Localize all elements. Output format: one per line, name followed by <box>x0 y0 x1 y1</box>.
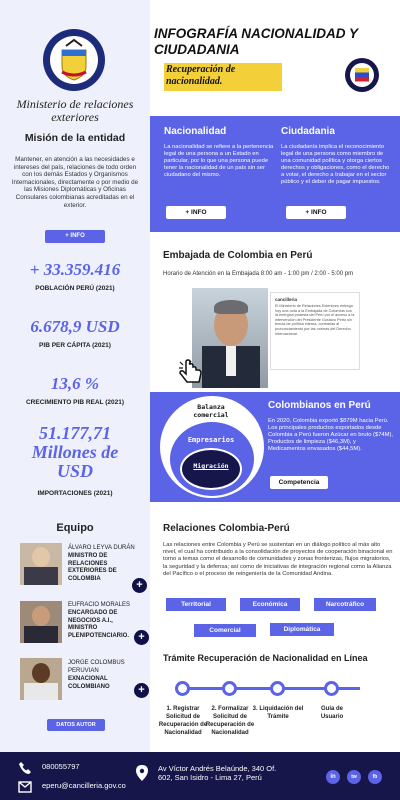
relations-title: Relaciones Colombia-Perú <box>163 523 290 534</box>
footer-phone[interactable]: 080055797 <box>42 762 80 771</box>
team-member-1-plus-icon[interactable]: + <box>132 578 147 593</box>
tweet-text: El Ministerio de Relaciones Exteriores entregó hoy una nota a la Embajada de Colombia con la enérgica protesta del Perú por el acceso a la intervención del Presidente Gustavo Petro sin temas de política interna, contrarias al pronunciamiento por las normas del Derecho Internacional. <box>275 304 355 336</box>
stat-imports-label: IMPORTACIONES (2021) <box>37 490 113 497</box>
ministry-name: Ministerio de relaciones exteriores <box>16 97 134 124</box>
team-photo-3 <box>20 658 62 700</box>
team-member-3-role: EXNACIONAL COLOMBIANO <box>68 676 110 690</box>
pointer-hand-icon <box>176 358 206 388</box>
venn-label-migracion: Migración <box>193 462 229 470</box>
tramite-step-4-dot[interactable] <box>324 681 339 696</box>
linkedin-icon[interactable]: in <box>326 770 340 784</box>
team-photo-1 <box>20 543 62 585</box>
tramite-step-2-dot[interactable] <box>222 681 237 696</box>
mission-info-button[interactable]: + INFO <box>45 230 105 243</box>
tramite-step-3-label[interactable]: 3. Liquidación del Trámite <box>252 706 304 720</box>
stat-population-label: POBLACIÓN PERÚ (2021) <box>35 285 115 292</box>
colombia-coat-of-arms-logo <box>42 28 106 92</box>
nacionalidad-info-button[interactable]: + INFO <box>166 206 226 219</box>
author-data-button[interactable]: DATOS AUTOR <box>47 719 105 731</box>
twitter-icon[interactable]: tw <box>347 770 361 784</box>
footer <box>0 752 400 800</box>
team-member-1-name: ÁLVARO LEYVA DURÁN <box>68 545 135 551</box>
cancilleria-seal-logo <box>344 57 380 93</box>
team-member-2-name: EUFRACIO MORALES <box>68 602 131 608</box>
ciudadania-text: La ciudadanía implica el reconocimiento legal de una persona como miembro de una comunidad política y otorga ciertos derechos y obligaciones, como el derecho a votar, el derecho a trabajar en el sector público y el deber de pagar impuestos. <box>281 144 390 185</box>
stat-imports-value: 51.177,71 Millones de USD <box>31 423 119 481</box>
stat-gdp-growth-label: CRECIMIENTO PIB REAL (2021) <box>25 399 124 406</box>
tag-narcotrafico[interactable]: Narcotráfico <box>314 598 376 611</box>
stat-gdp-per-capita-label: PIB PER CÁPITA (2021) <box>39 342 111 349</box>
team-title: Equipo <box>56 522 94 534</box>
team-photo-2 <box>20 601 62 643</box>
embassy-title: Embajada de Colombia en Perú <box>163 250 313 261</box>
phone-icon <box>18 761 32 775</box>
stat-population-value: + 33.359.416 <box>29 260 121 279</box>
team-member-3-name: JORGE COLOMBUS PERUVIAN <box>68 660 125 674</box>
tag-economica[interactable]: Económica <box>240 598 300 611</box>
colombianos-text: En 2020, Colombia exportó $879M hacia Perú. Los principales productos exportados desde Colombia a Perú fueron Azúcar en bruto ($74M), Productos de limpieza ($46,3M), y Medicamentos envasados ($44,5M). <box>268 418 394 452</box>
mission-text: Mantener, en atención a las necesidades e intereses del país, relaciones de todo orden con los demás Estados y Organismos Internacionales, directamente o por medio de las Misiones Diplomáticas y Oficinas Consulares colombianas acreditadas en el exterior. <box>11 156 139 209</box>
facebook-icon[interactable]: fb <box>368 770 382 784</box>
stat-gdp-growth-value: 13,6 % <box>50 374 100 393</box>
tramite-step-3-dot[interactable] <box>270 681 285 696</box>
ciudadania-info-button[interactable]: + INFO <box>286 206 346 219</box>
team-member-2-role: ENCARGADO DE NEGOCIOS A.I., MINISTRO PLENIPOTENCIARIO. <box>68 610 130 639</box>
team-member-1-role: MINISTRO DE RELACIONES EXTERIORES DE COLOMBIA <box>68 553 117 582</box>
tramite-title: Trámite Recuperación de Nacionalidad en Línea <box>163 653 368 663</box>
nacionalidad-title: Nacionalidad <box>164 126 227 137</box>
tag-diplomatica[interactable]: Diplomática <box>270 623 334 636</box>
tramite-step-1-dot[interactable] <box>175 681 190 696</box>
nacionalidad-text: La nacionalidad se refiere a la pertenencia legal de una persona a un Estado en particular, por lo que una persona puede tener la nacionalidad de un país sin ser ciudadano del mismo. <box>164 144 274 178</box>
tramite-step-4-label[interactable]: Guía de Usuario <box>320 706 344 720</box>
tramite-step-2-label[interactable]: 2. Formalizar Solicitud de Recuperación de Nacionalidad <box>205 706 255 736</box>
tweet-user: cancilleria <box>275 297 298 302</box>
tag-comercial[interactable]: Comercial <box>194 624 256 637</box>
colombianos-title: Colombianos en Perú <box>268 400 371 411</box>
page-subtitle: Recuperación de nacionalidad. <box>166 64 236 87</box>
mission-title: Misión de la entidad <box>24 132 126 144</box>
footer-address: Av Víctor Andrés Belaúnde, 340 Of. 602, San Isidro - Lima 27, Perú <box>158 764 277 782</box>
stat-gdp-per-capita-value: 6.678,9 USD <box>30 317 120 336</box>
venn-label-balanza: Balanza comercial <box>193 403 229 419</box>
competencia-button[interactable]: Competencia <box>270 476 328 489</box>
tweet-card[interactable] <box>270 292 360 370</box>
tag-territorial[interactable]: Territorial <box>166 598 226 611</box>
page-title: INFOGRAFÍA NACIONALIDAD Y CIUDADANIA <box>154 26 358 57</box>
email-icon <box>18 780 32 792</box>
location-pin-icon <box>136 765 148 781</box>
ciudadania-title: Ciudadania <box>281 126 335 137</box>
tramite-step-1-label[interactable]: 1. Registrar Solicitud de Recuperación de Nacionalidad <box>158 706 208 736</box>
relations-text: Las relaciones entre Colombia y Perú se sustentan en un diálogo político al más alto nivel, el cual ha contribuido a la consolidación de proyectos de cooperación binacional en torno a temas como el desarrollo de comunidades y zonas fronterizas, flujos migratorios, la seguridad y la defensa; así como de iniciativas de integración regional como la Alianza del Pacífico o el proceso de reingeniería de la Comunidad Andina. <box>163 542 393 577</box>
footer-email[interactable]: eperu@cancilleria.gov.co <box>42 781 126 790</box>
embassy-hours: Horario de Atención en la Embajada 8:00 am - 1:00 pm / 2:00 - 5:00 pm <box>163 271 354 277</box>
team-member-2-plus-icon[interactable]: + <box>134 630 149 645</box>
team-member-3-plus-icon[interactable]: + <box>134 683 149 698</box>
venn-label-empresarios: Empresarios <box>187 436 235 444</box>
